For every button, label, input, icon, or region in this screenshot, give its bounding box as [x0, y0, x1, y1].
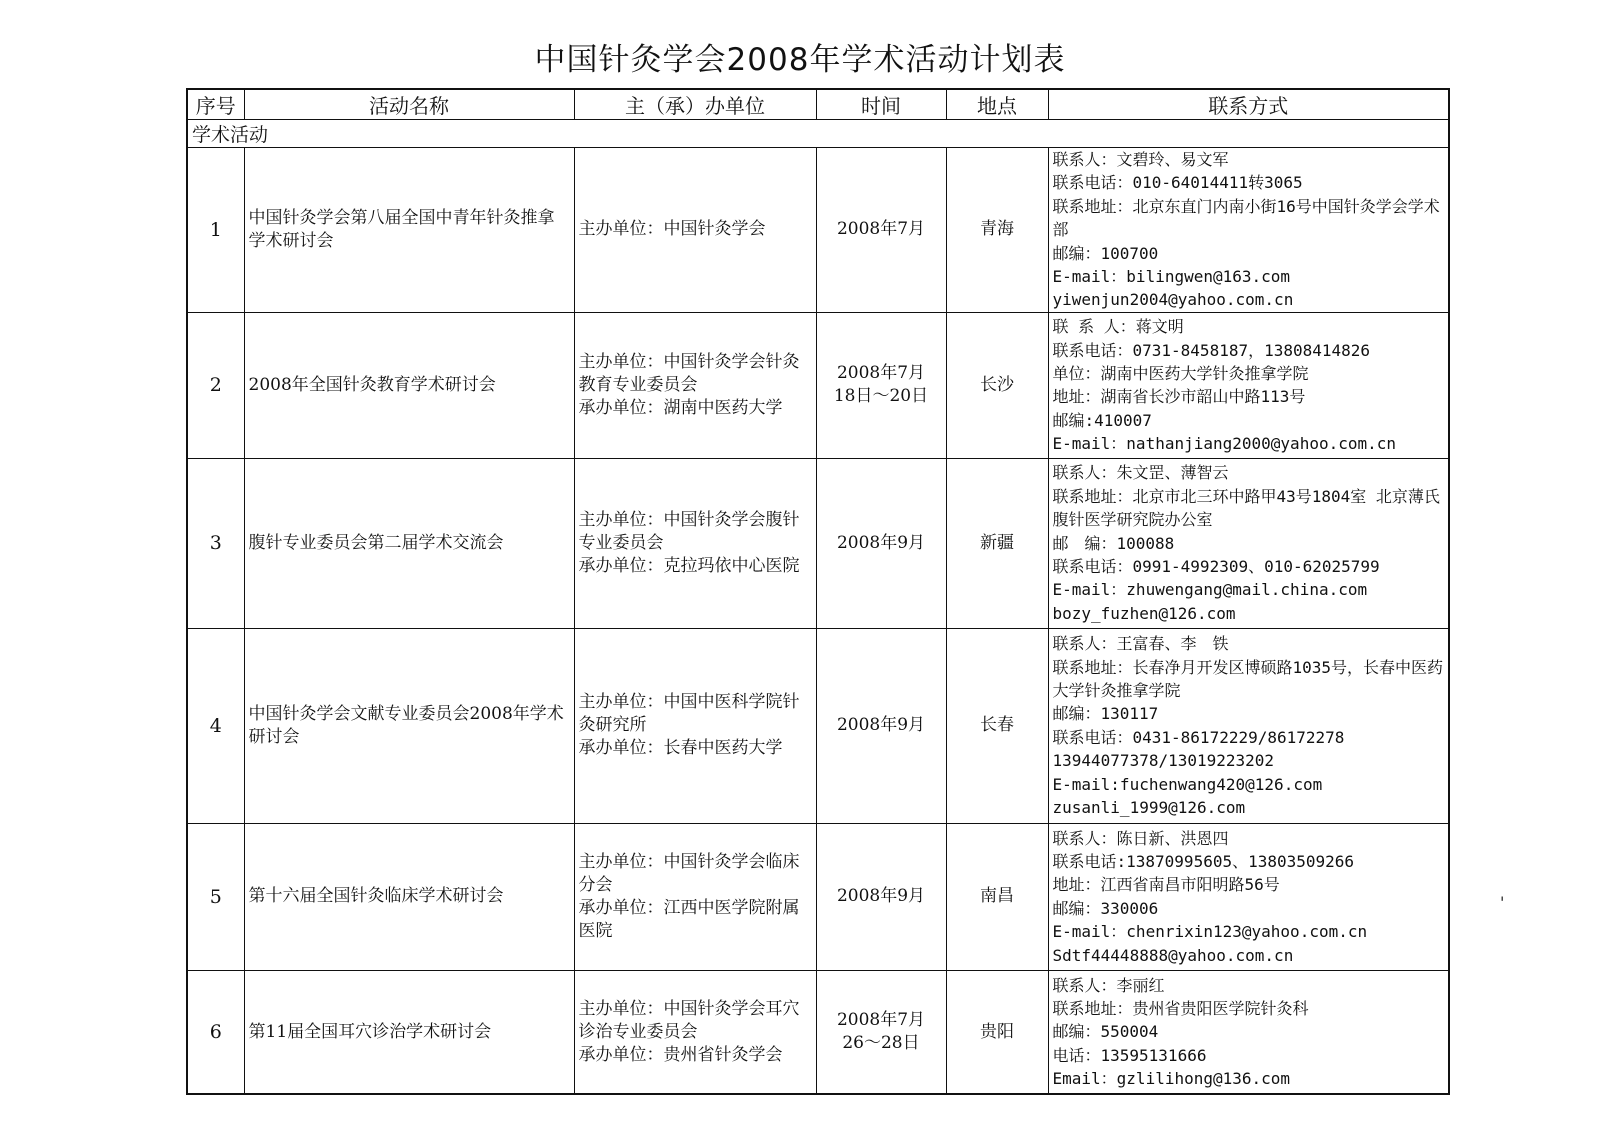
- time-line: 2008年9月: [836, 886, 926, 907]
- time-line: 2008年7月: [836, 1010, 926, 1031]
- event-place: 贵阳: [946, 970, 1048, 1094]
- organizer: [574, 628, 816, 823]
- contact-line: 联系电话：010-64014411转3065: [1052, 173, 1303, 193]
- activity-name: 腹针专业委员会第二届学术交流会: [244, 458, 574, 628]
- contact-line: 联系地址：北京市北三环中路甲43号1804室 北京薄氏腹针医学研究院办公室: [1052, 486, 1440, 530]
- activity-name: 第11届全国耳穴诊治学术研讨会: [244, 970, 574, 1094]
- time-line: 2008年7月: [836, 363, 926, 384]
- header-no: 序号: [187, 89, 244, 120]
- event-place: 长沙: [946, 312, 1048, 458]
- contact-line: 邮编：100700: [1052, 243, 1159, 263]
- contact-line: E-mail：chenrixin123@yahoo.com.cn: [1052, 922, 1368, 942]
- contact-line: E-mail：zhuwengang@mail.china.com: [1052, 580, 1368, 600]
- organizer-line: 主办单位：中国针灸学会耳穴诊治专业委员会: [578, 998, 800, 1042]
- contact-line: bozy_fuzhen@126.com: [1052, 603, 1236, 623]
- organizer: [574, 823, 816, 970]
- organizer-line: 主办单位：中国中医科学院针灸研究所: [578, 692, 800, 736]
- contact-line: 联系地址：长春净月开发区博硕路1035号，长春中医药大学针灸推拿学院: [1052, 657, 1444, 701]
- header-row: [187, 89, 1449, 120]
- section-row: [187, 120, 1449, 148]
- contact-line: 联系电话：0431-86172229/86172278: [1052, 727, 1345, 747]
- time-line: 2008年7月: [836, 219, 926, 240]
- contact-line: Email：gzlilihong@136.com: [1052, 1069, 1291, 1089]
- event-time: [816, 148, 946, 313]
- contact-line: 地址：江西省南昌市阳明路56号: [1052, 875, 1280, 895]
- contact-line: 联系地址：贵州省贵阳医学院针灸科: [1052, 998, 1309, 1018]
- time-line: 2008年9月: [836, 715, 926, 736]
- contact-line: 邮 编：100088: [1052, 533, 1175, 553]
- row-number: 3: [187, 458, 244, 628]
- contact-line: Sdtf44448888@yahoo.com.cn: [1052, 945, 1294, 965]
- contact-line: 联系电话：0731-8458187，13808414826: [1052, 340, 1371, 360]
- contact-line: E-mail：nathanjiang2000@yahoo.com.cn: [1052, 434, 1397, 454]
- organizer-line: 承办单位：湖南中医药大学: [578, 397, 783, 418]
- organizer: [574, 970, 816, 1094]
- event-time: [816, 628, 946, 823]
- table-row: [187, 458, 1449, 628]
- activity-name: 第十六届全国针灸临床学术研讨会: [244, 823, 574, 970]
- event-time: [816, 823, 946, 970]
- table-row: [187, 823, 1449, 970]
- contact-line: 单位：湖南中医药大学针灸推拿学院: [1052, 363, 1309, 383]
- event-place: 南昌: [946, 823, 1048, 970]
- contact-line: 电话：13595131666: [1052, 1045, 1207, 1065]
- organizer-line: 主办单位：中国针灸学会针灸教育专业委员会: [578, 351, 800, 395]
- contact-info: [1048, 628, 1449, 823]
- document-title: 中国针灸学会2008年学术活动计划表: [534, 42, 1066, 78]
- event-time: [816, 970, 946, 1094]
- contact-line: 联系电话：0991-4992309、010-62025799: [1052, 557, 1380, 577]
- table-row: [187, 628, 1449, 823]
- table-row: [187, 148, 1449, 313]
- activity-name: 中国针灸学会文献专业委员会2008年学术研讨会: [244, 628, 574, 823]
- organizer-line: 承办单位：克拉玛依中心医院: [578, 555, 800, 576]
- table-row: [187, 312, 1449, 458]
- activity-plan-table: [186, 88, 1450, 1095]
- activity-name: 中国针灸学会第八届全国中青年针灸推拿学术研讨会: [244, 148, 574, 313]
- contact-line: yiwenjun2004@yahoo.com.cn: [1052, 290, 1294, 310]
- organizer: [574, 458, 816, 628]
- row-number: 1: [187, 148, 244, 313]
- row-number: 5: [187, 823, 244, 970]
- organizer-line: 承办单位：长春中医药大学: [578, 738, 783, 759]
- contact-line: E-mail:fuchenwang420@126.com: [1052, 774, 1323, 794]
- contact-line: 联系人：王富春、李 铁: [1052, 634, 1229, 654]
- header-organizer: 主（承）办单位: [574, 89, 816, 120]
- contact-line: 邮编：330006: [1052, 898, 1159, 918]
- time-line: 18日～20日: [833, 386, 929, 407]
- table-row: [187, 970, 1449, 1094]
- contact-line: 联系人：朱文罡、薄智云: [1052, 463, 1229, 483]
- activity-name: 2008年全国针灸教育学术研讨会: [244, 312, 574, 458]
- contact-info: [1048, 823, 1449, 970]
- header-time: 时间: [816, 89, 946, 120]
- row-number: 4: [187, 628, 244, 823]
- contact-line: 联 系 人：蒋文明: [1052, 317, 1184, 337]
- organizer: [574, 312, 816, 458]
- contact-line: 邮编:410007: [1052, 410, 1152, 430]
- time-line: 26～28日: [842, 1033, 920, 1054]
- row-number: 2: [187, 312, 244, 458]
- contact-info: [1048, 970, 1449, 1094]
- contact-info: [1048, 312, 1449, 458]
- section-label: 学术活动: [187, 120, 1449, 148]
- contact-info: [1048, 458, 1449, 628]
- contact-line: E-mail：bilingwen@163.com: [1052, 267, 1291, 287]
- organizer: [574, 148, 816, 313]
- contact-line: zusanli_1999@126.com: [1052, 798, 1246, 818]
- header-contact: 联系方式: [1048, 89, 1449, 120]
- contact-line: 联系人：陈日新、洪恩四: [1052, 828, 1229, 848]
- event-time: [816, 312, 946, 458]
- event-place: 长春: [946, 628, 1048, 823]
- contact-line: 邮编：130117: [1052, 704, 1159, 724]
- contact-line: 邮编：550004: [1052, 1022, 1159, 1042]
- contact-line: 地址：湖南省长沙市韶山中路113号: [1052, 387, 1306, 407]
- row-number: 6: [187, 970, 244, 1094]
- organizer-line: 承办单位：江西中医学院附属医院: [578, 897, 800, 941]
- contact-line: 联系电话:13870995605、13803509266: [1052, 852, 1355, 872]
- contact-info: [1048, 148, 1449, 313]
- organizer-line: 主办单位：中国针灸学会腹针专业委员会: [578, 509, 800, 553]
- stray-mark: ': [1500, 893, 1505, 912]
- contact-line: 联系人：李丽红: [1052, 975, 1165, 995]
- time-line: 2008年9月: [836, 532, 926, 553]
- organizer-line: 承办单位：贵州省针灸学会: [578, 1044, 783, 1065]
- contact-line: 联系人：文碧玲、易文军: [1052, 150, 1229, 169]
- contact-line: 联系地址：北京东直门内南小街16号中国针灸学会学术部: [1052, 196, 1440, 240]
- organizer-line: 主办单位：中国针灸学会: [578, 219, 766, 240]
- header-place: 地点: [946, 89, 1048, 120]
- contact-line: 13944077378/13019223202: [1052, 751, 1275, 771]
- event-place: 新疆: [946, 458, 1048, 628]
- header-activity-name: 活动名称: [244, 89, 574, 120]
- event-place: 青海: [946, 148, 1048, 313]
- organizer-line: 主办单位：中国针灸学会临床分会: [578, 851, 800, 895]
- event-time: [816, 458, 946, 628]
